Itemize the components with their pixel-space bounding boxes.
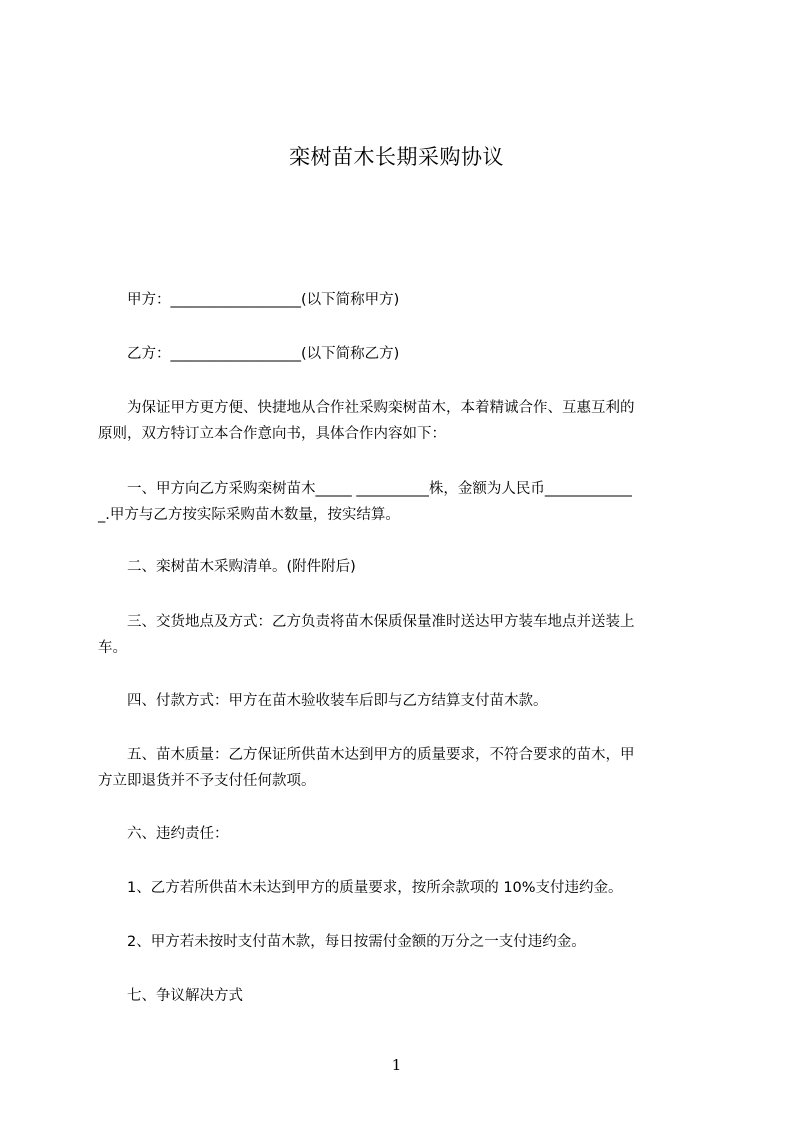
clause-6-item-2: 2、甲方若未按时支付苗木款，每日按需付金额的万分之一支付违约金。 — [98, 934, 586, 950]
clause-5-line-2: 方立即退货并不予支付任何款项。 — [98, 773, 316, 789]
clause-3-line-1: 三、交货地点及方式：乙方负责将苗木保质保量准时送达甲方装车地点并送装上 — [98, 614, 635, 630]
clause-4: 四、付款方式：甲方在苗木验收装车后即与乙方结算支付苗木款。 — [98, 693, 548, 709]
intro-paragraph-line-1: 为保证甲方更方便、快捷地从合作社采购栾树苗木，本着精诚合作、互惠互利的 — [98, 400, 635, 416]
page-number: 1 — [391, 1056, 402, 1074]
document-title: 栾树苗木长期采购协议 — [289, 145, 504, 169]
clause-1-line-1: 一、甲方向乙方采购栾树苗木_____ __________株，金额为人民币____________ — [98, 481, 632, 497]
clause-2: 二、栾树苗木采购清单。(附件附后) — [98, 559, 356, 575]
party-b-line: 乙方：__________________(以下简称乙方) — [98, 346, 400, 362]
clause-1-line-2: _.甲方与乙方按实际采购苗木数量，按实结算。 — [98, 507, 400, 523]
intro-paragraph-line-2: 原则，双方特订立本合作意向书，具体合作内容如下： — [98, 426, 446, 442]
clause-5-line-1: 五、苗木质量：乙方保证所供苗木达到甲方的质量要求，不符合要求的苗木，甲 — [98, 747, 635, 763]
clause-6-heading: 六、违约责任： — [98, 826, 229, 842]
party-a-line: 甲方：__________________(以下简称甲方) — [98, 292, 400, 308]
clause-6-item-1: 1、乙方若所供苗木未达到甲方的质量要求，按所余款项的 10%支付违约金。 — [98, 880, 623, 896]
clause-3-line-2: 车。 — [98, 640, 127, 656]
clause-7-heading: 七、争议解决方式 — [98, 988, 243, 1004]
